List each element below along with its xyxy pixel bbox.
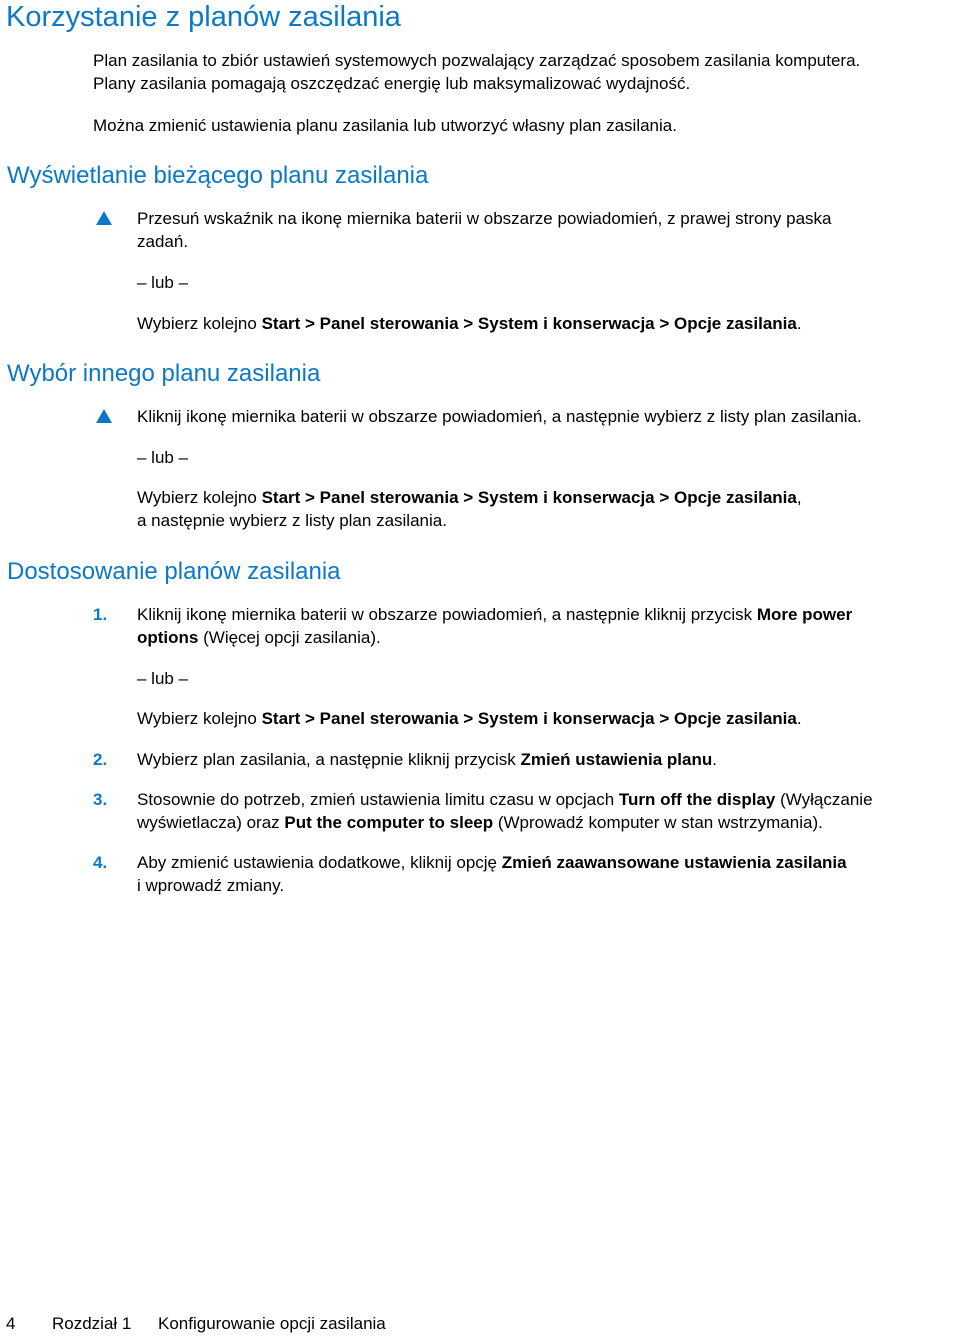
step4-line-1 xyxy=(137,851,847,874)
triangle-bullet-icon xyxy=(96,409,112,423)
path-suffix: , xyxy=(796,488,802,507)
section1-bullet-line-2: zadań. xyxy=(137,232,189,251)
section-heading-current-plan: Wyświetlanie bieżącego planu zasilania xyxy=(7,162,429,189)
step-number-4: 4. xyxy=(93,853,108,872)
step4-line-2: i wprowadź zmiany. xyxy=(137,876,285,895)
step1-path-instruction xyxy=(137,707,802,730)
step4-bold: Zmień zaawansowane ustawienia zasilania xyxy=(501,853,847,872)
path-suffix: . xyxy=(796,709,802,728)
step1-text-2: (Więcej opcji zasilania). xyxy=(198,628,381,647)
intro-paragraph-2: Można zmienić ustawienia planu zasilania lub utworzyć własny plan zasilania. xyxy=(93,116,677,135)
step-number-1: 1. xyxy=(93,605,108,624)
step1-line-2 xyxy=(137,626,381,649)
section1-path-instruction xyxy=(137,312,802,335)
step3-suffix: (Wyłączanie xyxy=(775,790,873,809)
step3-text: Stosownie do potrzeb, zmień ustawienia limitu czasu w opcjach xyxy=(137,790,619,809)
path-bold: Start > Panel sterowania > System i konserwacja > Opcje zasilania xyxy=(261,314,797,333)
footer-chapter-title: Konfigurowanie opcji zasilania xyxy=(158,1314,386,1333)
step3-text-2: wyświetlacza) oraz xyxy=(137,813,285,832)
step1-or-separator: – lub – xyxy=(137,669,189,688)
footer-chapter: Rozdział 1 xyxy=(52,1314,132,1333)
intro-paragraph-line-1: Plan zasilania to zbiór ustawień systemowych pozwalający zarządzać sposobem zasilania komputera. xyxy=(93,51,861,70)
section2-bullet: Kliknij ikonę miernika baterii w obszarze powiadomień, a następnie wybierz z listy plan zasilania. xyxy=(137,407,862,426)
step2-suffix: . xyxy=(712,750,717,769)
intro-paragraph-line-2: Plany zasilania pomagają oszczędzać energię lub maksymalizować wydajność. xyxy=(93,74,691,93)
step1-bold: More power xyxy=(756,605,853,624)
step3-bold: Turn off the display xyxy=(618,790,776,809)
section-heading-choose-plan: Wybór innego planu zasilania xyxy=(7,360,321,387)
path-prefix: Wybierz kolejno xyxy=(137,709,262,728)
step3-suffix-2: (Wprowadź komputer w stan wstrzymania). xyxy=(493,813,823,832)
section2-or-separator: – lub – xyxy=(137,448,189,467)
path-prefix: Wybierz kolejno xyxy=(137,488,262,507)
step4-text: Aby zmienić ustawienia dodatkowe, kliknij opcję xyxy=(137,853,502,872)
footer-page-number: 4 xyxy=(6,1314,16,1333)
path-bold: Start > Panel sterowania > System i konserwacja > Opcje zasilania xyxy=(261,709,797,728)
step3-line-2 xyxy=(137,811,823,834)
section2-path-line-2: a następnie wybierz z listy plan zasilania. xyxy=(137,511,447,530)
step1-text: Kliknij ikonę miernika baterii w obszarze powiadomień, a następnie kliknij przycisk xyxy=(137,605,757,624)
step3-bold-2: Put the computer to sleep xyxy=(284,813,494,832)
path-bold: Start > Panel sterowania > System i konserwacja > Opcje zasilania xyxy=(261,488,797,507)
step2-line xyxy=(137,748,717,771)
path-suffix: . xyxy=(796,314,802,333)
section-heading-customize-plans: Dostosowanie planów zasilania xyxy=(7,558,341,585)
step3-line-1 xyxy=(137,788,873,811)
page-title: Korzystanie z planów zasilania xyxy=(6,1,401,33)
section1-or-separator: – lub – xyxy=(137,273,189,292)
step1-bold-2: options xyxy=(137,628,199,647)
triangle-bullet-icon xyxy=(96,211,112,225)
step1-line-1 xyxy=(137,603,852,626)
step2-bold: Zmień ustawienia planu xyxy=(520,750,713,769)
section2-path-instruction xyxy=(137,486,802,509)
path-prefix: Wybierz kolejno xyxy=(137,314,262,333)
step2-text: Wybierz plan zasilania, a następnie kliknij przycisk xyxy=(137,750,521,769)
step-number-2: 2. xyxy=(93,750,108,769)
step-number-3: 3. xyxy=(93,790,108,809)
section1-bullet-line-1: Przesuń wskaźnik na ikonę miernika baterii w obszarze powiadomień, z prawej strony paska xyxy=(137,209,832,228)
